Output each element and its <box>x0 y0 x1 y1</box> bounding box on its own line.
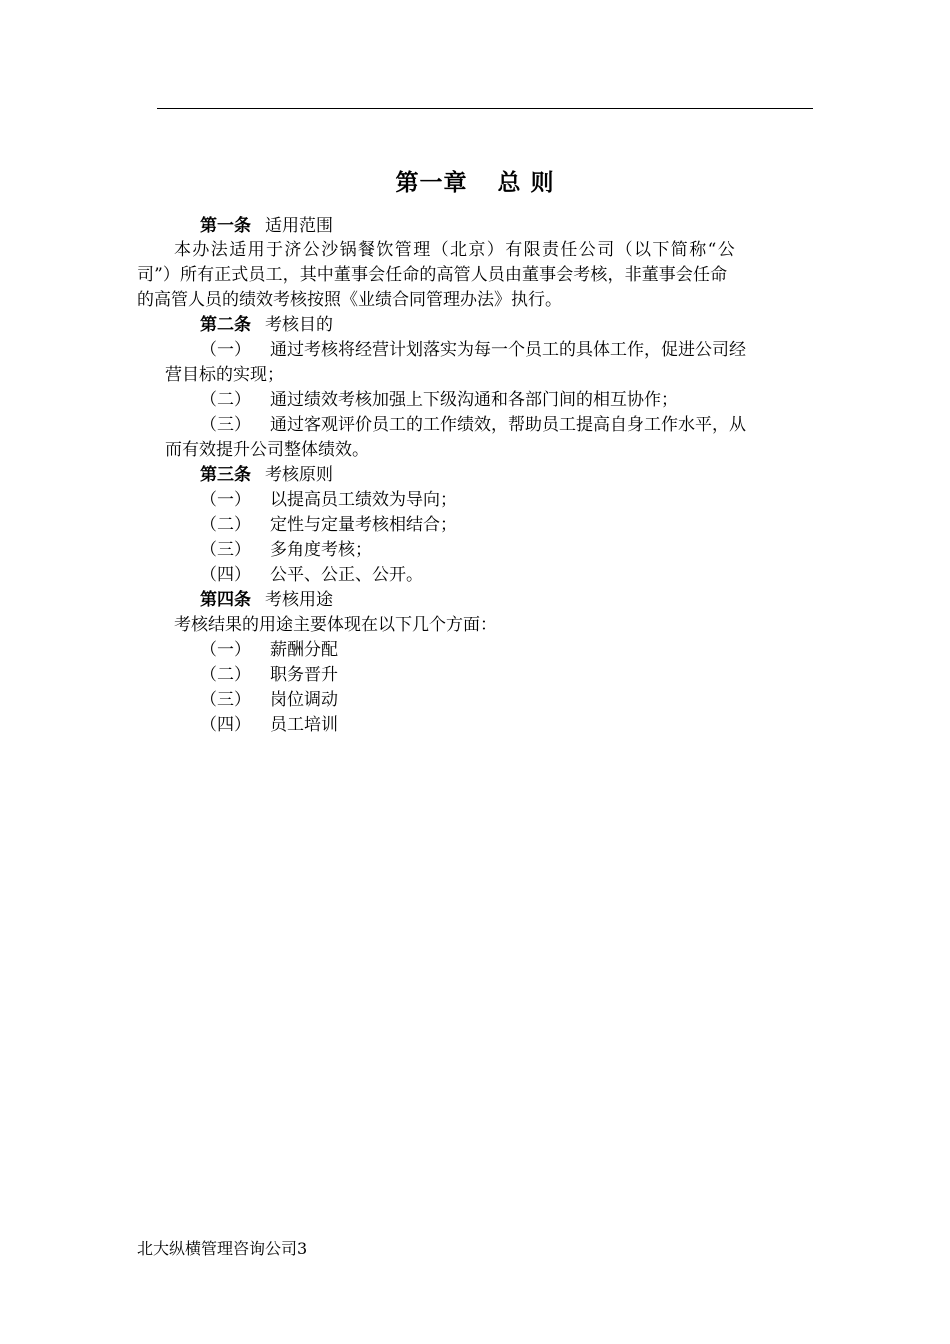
purpose-item <box>200 413 746 438</box>
item-number: （一） <box>200 340 251 360</box>
item-number: （一） <box>200 640 251 660</box>
scope-line-3: 的高管人员的绩效考核按照《业绩合同管理办法》执行。 <box>137 290 562 310</box>
item-number: （一） <box>200 490 251 510</box>
chapter-title <box>0 164 950 197</box>
article-label: 第四条 <box>200 590 251 610</box>
article-label: 第一条 <box>200 216 251 236</box>
article-title: 考核原则 <box>265 465 333 485</box>
article-label: 第二条 <box>200 315 251 335</box>
article-4-heading <box>200 588 333 613</box>
item-number: （二） <box>200 515 251 535</box>
principle-item <box>200 538 372 563</box>
usage-item <box>200 713 338 738</box>
item-number: （二） <box>200 390 251 410</box>
article-3-heading <box>200 463 333 488</box>
item-text: 以提高员工绩效为导向； <box>270 490 457 510</box>
item-number: （二） <box>200 665 251 685</box>
article-title: 适用范围 <box>265 216 333 236</box>
item-number: （四） <box>200 565 251 585</box>
item-text: 职务晋升 <box>270 665 338 685</box>
page-footer: 北大纵横管理咨询公司3 <box>137 1239 308 1258</box>
usage-intro: 考核结果的用途主要体现在以下几个方面： <box>174 615 497 635</box>
article-1-heading <box>200 214 333 239</box>
header-rule <box>157 108 813 109</box>
purpose-item-continuation: 营目标的实现； <box>165 365 284 385</box>
item-text: 公平、公正、公开。 <box>270 565 423 585</box>
item-text: 通过考核将经营计划落实为每一个员工的具体工作，促进公司经 <box>270 340 746 360</box>
article-title: 考核目的 <box>265 315 333 335</box>
article-label: 第三条 <box>200 465 251 485</box>
chapter-heading: 总 则 <box>497 170 555 196</box>
item-text: 多角度考核； <box>270 540 372 560</box>
scope-line-1: 本办法适用于济公沙锅餐饮管理（北京）有限责任公司（以下简称“公 <box>174 240 737 260</box>
item-number: （四） <box>200 715 251 735</box>
article-2-heading <box>200 313 333 338</box>
item-number: （三） <box>200 690 251 710</box>
item-text: 定性与定量考核相结合； <box>270 515 457 535</box>
purpose-item <box>200 388 678 413</box>
principle-item <box>200 513 457 538</box>
purpose-item <box>200 338 746 363</box>
item-text: 岗位调动 <box>270 690 338 710</box>
item-number: （三） <box>200 415 251 435</box>
purpose-item-continuation: 而有效提升公司整体绩效。 <box>165 440 369 460</box>
item-text: 薪酬分配 <box>270 640 338 660</box>
usage-item <box>200 638 338 663</box>
usage-item <box>200 688 338 713</box>
article-title: 考核用途 <box>265 590 333 610</box>
scope-line-2: 司”）所有正式员工，其中董事会任命的高管人员由董事会考核，非董事会任命 <box>137 265 728 285</box>
principle-item <box>200 563 423 588</box>
chapter-label: 第一章 <box>395 170 468 196</box>
item-number: （三） <box>200 540 251 560</box>
item-text: 员工培训 <box>270 715 338 735</box>
principle-item <box>200 488 457 513</box>
item-text: 通过绩效考核加强上下级沟通和各部门间的相互协作； <box>270 390 678 410</box>
item-text: 通过客观评价员工的工作绩效，帮助员工提高自身工作水平，从 <box>270 415 746 435</box>
usage-item <box>200 663 338 688</box>
